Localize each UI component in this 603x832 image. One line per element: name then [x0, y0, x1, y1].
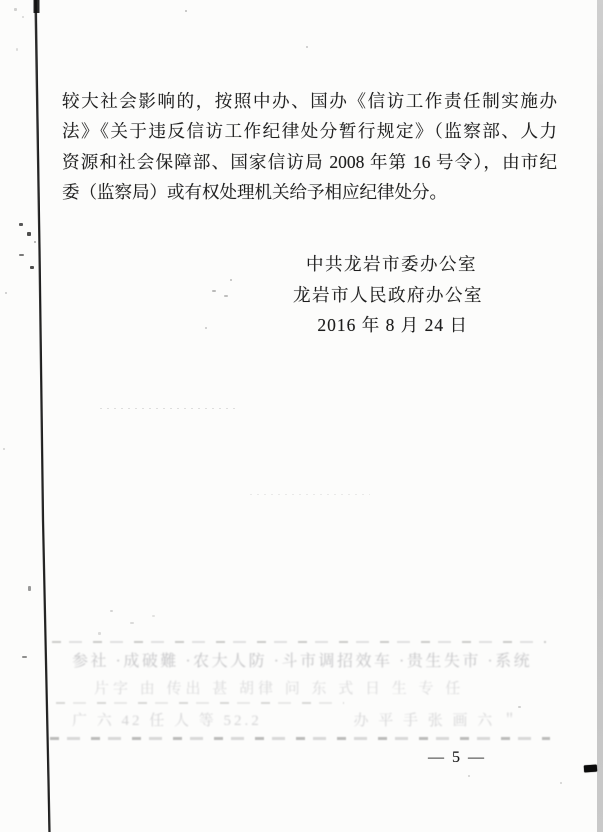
scan-edge-shadow — [597, 0, 603, 832]
bleedthrough-line-3-right: 办 平 手 张 画 六 ＂ — [353, 713, 520, 729]
ink-speck — [185, 10, 187, 12]
bleedthrough-rule — [56, 702, 344, 704]
bleedthrough-rule — [52, 641, 546, 643]
scan-fold-line — [0, 0, 60, 832]
bleedthrough-line-3-left: 广 六 42 任 人 等 52.2 — [72, 713, 262, 729]
bleedthrough-rule — [50, 737, 550, 740]
ink-speck — [30, 266, 34, 269]
ink-speck — [28, 586, 31, 591]
ink-speck — [14, 8, 17, 11]
ink-speck — [98, 632, 101, 635]
signature-block — [293, 249, 483, 341]
signature-org-party: 中共龙岩市委办公室 — [306, 254, 477, 274]
ink-speck — [518, 706, 521, 708]
ink-mark — [584, 765, 597, 773]
faint-trace — [100, 408, 235, 409]
ink-speck — [22, 656, 27, 658]
ink-speck — [152, 615, 155, 617]
ink-speck — [560, 782, 562, 784]
ink-speck — [224, 295, 228, 297]
ink-speck — [468, 775, 470, 777]
ink-speck — [110, 610, 113, 612]
ink-speck — [306, 46, 308, 48]
ink-speck — [19, 223, 23, 226]
signature-org-government: 龙岩市人民政府办公室 — [293, 284, 483, 305]
bleedthrough-line-1: 参社 ·成破難 ·农大人防 ·斗市调招效车 ·贵生失市 ·系统 — [72, 653, 533, 670]
ink-speck — [34, 241, 36, 243]
ink-speck — [22, 16, 24, 18]
ink-speck — [3, 448, 5, 450]
paragraph-line: 委（监察局）或有权处理机关给予相应纪律处分。 — [62, 182, 447, 203]
signature-date: 2016 年 8 月 24 日 — [317, 315, 468, 336]
ink-speck — [5, 292, 7, 294]
ink-speck — [27, 232, 31, 236]
page-number: — 5 — — [428, 749, 486, 766]
ink-speck — [230, 279, 232, 281]
bleedthrough-line-3 — [72, 709, 520, 730]
body-paragraph — [62, 86, 557, 208]
ink-speck — [19, 254, 24, 256]
ink-speck — [212, 290, 216, 292]
ink-speck — [16, 48, 18, 51]
paragraph-line: 资源和社会保障部、国家信访局 2008 年第 16 号令），由市纪 — [62, 151, 557, 172]
paragraph-line: 较大社会影响的，按照中办、国办《信访工作责任制实施办 — [62, 91, 557, 111]
paragraph-line: 法》《关于违反信访工作纪律处分暂行规定》（监察部、人力 — [62, 121, 557, 142]
faint-trace — [250, 494, 370, 495]
ink-speck — [205, 327, 207, 329]
ink-speck — [130, 622, 134, 624]
bleedthrough-line-2: 片字 由 传出 甚 胡律 问 东 式 日 生 专 任 — [94, 681, 465, 697]
